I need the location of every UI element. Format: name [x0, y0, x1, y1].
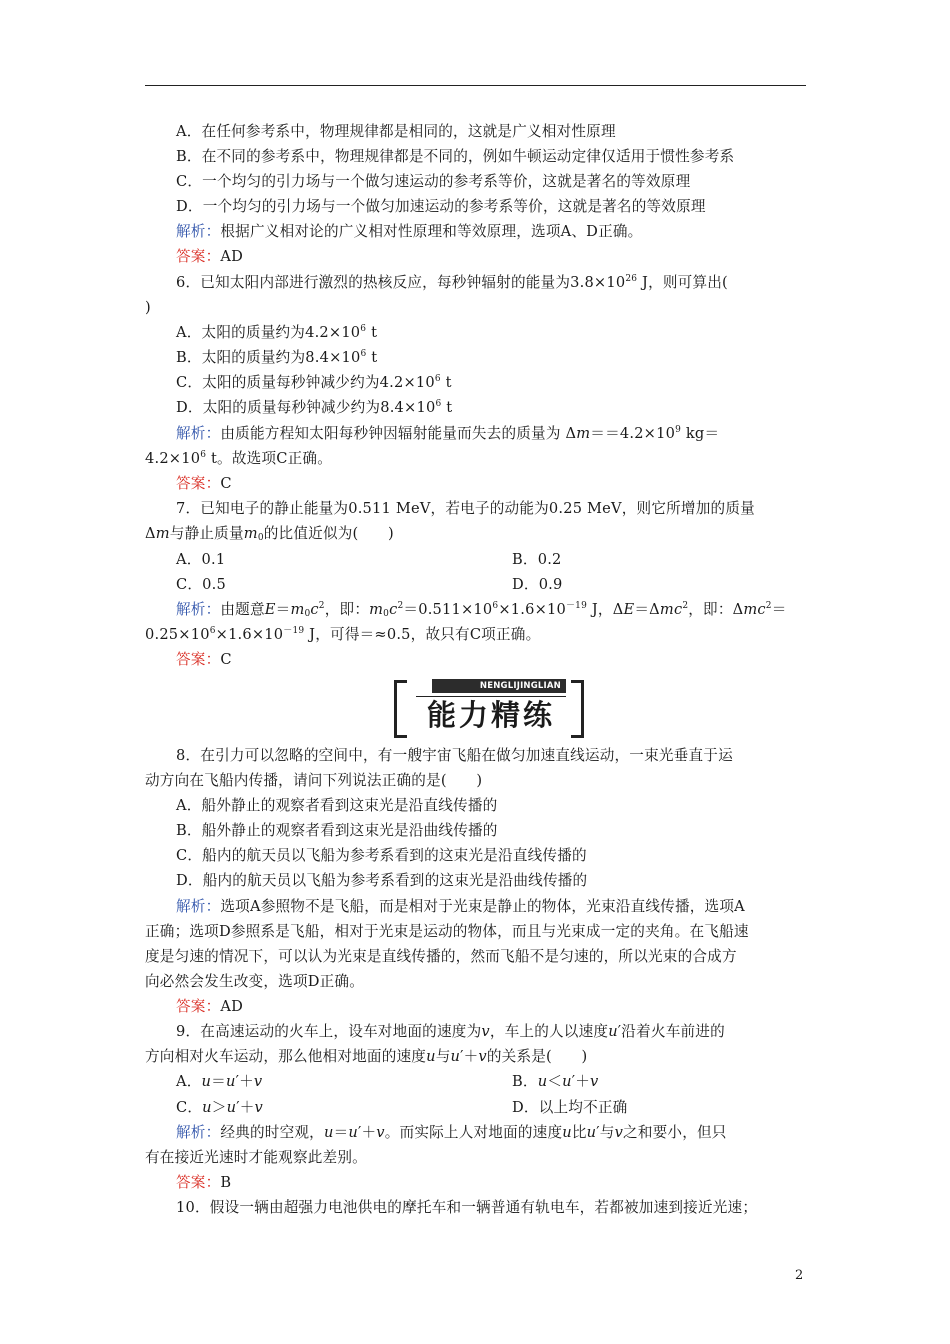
q7-stem-cont: Δm与静止质量$m_0$的比值近似为( ): [145, 525, 394, 543]
section-banner: [392, 678, 586, 736]
q7-option-d: D．0.9: [512, 576, 563, 593]
q8-analysis-l2: 正确；选项D参照系是飞船，相对于光束是运动的物体，而且与光束成一定的夹角。在飞船速: [145, 923, 749, 940]
q8-option-a: A．船外静止的观察者看到这束光是沿直线传播的: [176, 797, 498, 814]
q8-option-c: C．船内的航天员以飞船为参考系看到的这束光是沿直线传播的: [176, 847, 587, 864]
q7-analysis-cont: $0.25\times 10^6\times 1.6\times 10^{-19}$ J，可得＝≈0.5，故只有C项正确。: [145, 626, 541, 643]
analysis-label: 解析：: [176, 898, 221, 915]
q6-option-c: C．太阳的质量每秒钟减少约为$4.2\times 10^6$ t: [176, 374, 452, 391]
q5-analysis: 解析：根据广义相对论的广义相对性原理和等效原理，选项A、D正确。: [176, 223, 643, 240]
page-number: 2: [795, 1268, 804, 1283]
banner-left-bracket: [394, 680, 407, 738]
analysis-label: 解析：: [176, 425, 221, 442]
q7-stem: 7．已知电子的静止能量为0.511 MeV，若电子的动能为0.25 MeV，则它所增加的质量: [176, 500, 755, 517]
answer-label: 答案：: [176, 1174, 221, 1191]
q7-option-c: C．0.5: [176, 576, 226, 593]
q9-stem-cont: 方向相对火车运动，那么他相对地面的速度u与u′＋v的关系是( ): [145, 1048, 588, 1065]
answer-label: 答案：: [176, 651, 221, 668]
analysis-label: 解析：: [176, 601, 221, 618]
q9-option-d: D．以上均不正确: [512, 1099, 628, 1116]
q6-analysis-cont: $4.2\times 10^6$ t。故选项C正确。: [145, 450, 332, 467]
q6-stem-cont: ): [145, 299, 151, 316]
q10-stem: 10．假设一辆由超强力电池供电的摩托车和一辆普通有轨电车，若都被加速到接近光速；: [176, 1199, 758, 1216]
banner-right-bracket: [571, 680, 584, 738]
q9-answer: 答案：B: [176, 1174, 232, 1191]
q6-option-b: B．太阳的质量约为$8.4\times 10^6$ t: [176, 349, 378, 366]
q6-analysis: 解析：由质能方程知太阳每秒钟因辐射能量而失去的质量为 $\Delta m==4.2\times 10^9$ kg＝: [176, 425, 720, 442]
q6-stem: 6．已知太阳内部进行激烈的热核反应，每秒钟辐射的能量为$3.8\times 10^{26}$ J，则可算出(: [176, 274, 728, 291]
q8-answer: 答案：AD: [176, 998, 244, 1015]
q8-option-d: D．船内的航天员以飞船为参考系看到的这束光是沿曲线传播的: [176, 872, 588, 889]
q7-analysis: 解析：由题意$E=m_0c^2$，即：$m_0c^2=0.511\times 10^6\times 1.6\times 10^{-19}$ J，ΔE＝Δmc$^2$，即：Δmc$^2$＝: [176, 601, 787, 619]
q7-option-a: A．0.1: [176, 551, 226, 568]
q9-option-a: A．u＝u′＋v: [176, 1073, 263, 1090]
q8-stem: 8．在引力可以忽略的空间中，有一艘宇宙飞船在做匀加速直线运动，一束光垂直于运: [176, 747, 733, 764]
analysis-label: 解析：: [176, 1124, 221, 1141]
answer-label: 答案：: [176, 475, 221, 492]
q5-option-c: C．一个均匀的引力场与一个做匀速运动的参考系等价，这就是著名的等效原理: [176, 173, 691, 190]
q5-option-a: A．在任何参考系中，物理规律都是相同的，这就是广义相对性原理: [176, 123, 616, 140]
q6-option-d: D．太阳的质量每秒钟减少约为$8.4\times 10^6$ t: [176, 399, 453, 416]
q8-analysis-l4: 向必然会发生改变，选项D正确。: [145, 973, 365, 990]
banner-title: 能力精练: [426, 698, 555, 732]
banner-pinyin: NENGLIJINGLIAN: [432, 679, 566, 693]
answer-label: 答案：: [176, 248, 221, 265]
analysis-label: 解析：: [176, 223, 221, 240]
q8-option-b: B．船外静止的观察者看到这束光是沿曲线传播的: [176, 822, 498, 839]
q7-answer: 答案：C: [176, 651, 232, 668]
q9-analysis: 解析：经典的时空观，u＝u′＋v。而实际上人对地面的速度u比u′与v之和要小，但只: [176, 1124, 727, 1141]
q6-option-a: A．太阳的质量约为$4.2\times 10^6$ t: [176, 324, 378, 341]
answer-label: 答案：: [176, 998, 221, 1015]
q5-answer: 答案：AD: [176, 248, 244, 265]
q8-stem-cont: 动方向在飞船内传播，请问下列说法正确的是( ): [145, 772, 483, 789]
q8-analysis-l3: 度是匀速的情况下，可以认为光束是直线传播的，然而飞船不是匀速的，所以光束的合成方: [145, 948, 737, 965]
q5-option-d: D．一个均匀的引力场与一个做匀加速运动的参考系等价，这就是著名的等效原理: [176, 198, 706, 215]
q6-answer: 答案：C: [176, 475, 232, 492]
q9-analysis-cont: 有在接近光速时才能观察此差别。: [145, 1149, 367, 1166]
q9-option-b: B．u＜u′＋v: [512, 1073, 599, 1090]
q7-option-b: B．0.2: [512, 551, 562, 568]
q9-stem: 9．在高速运动的火车上，设车对地面的速度为v，车上的人以速度u′沿着火车前进的: [176, 1023, 725, 1040]
q8-analysis: 解析：选项A参照物不是飞船，而是相对于光束是静止的物体，光束沿直线传播，选项A: [176, 898, 745, 915]
q9-option-c: C．u＞u′＋v: [176, 1099, 263, 1116]
header-rule: [145, 85, 806, 86]
q5-option-b: B．在不同的参考系中，物理规律都是不同的，例如牛顿运动定律仅适用于惯性参考系: [176, 148, 735, 165]
